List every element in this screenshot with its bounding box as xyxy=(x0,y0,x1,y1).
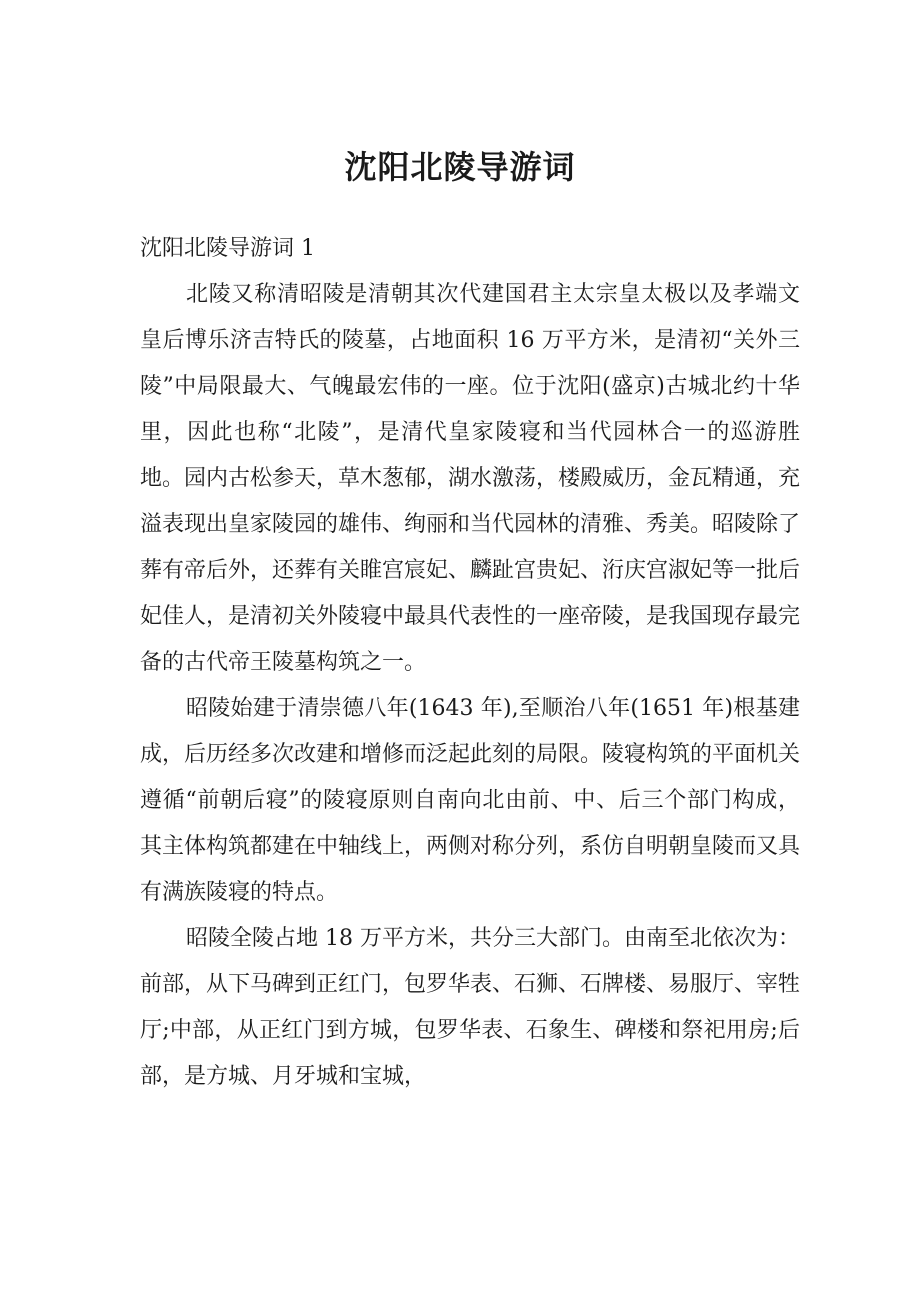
paragraph-1: 北陵又称清昭陵是清朝其次代建国君主太宗皇太极以及孝端文皇后博乐济吉特氏的陵墓，占地面积 16 万平方米，是清初“关外三陵”中局限最大、气魄最宏伟的一座。位于沈阳(盛京)古城北约十华里，因此也称“北陵”，是清代皇家陵寝和当代园林合一的巡游胜地。园内古松参天，草木葱郁，湖水激荡，楼殿威历，金瓦精通，充溢表现出皇家陵园的雄伟、绚丽和当代园林的清雅、秀美。昭陵除了葬有帝后外，还葬有关睢宫宸妃、麟趾宫贵妃、洐庆宫淑妃等一批后妃佳人，是清初关外陵寝中最具代表性的一座帝陵，是我国现存最完备的古代帝王陵墓构筑之一。 xyxy=(140,282,801,675)
article-body xyxy=(140,272,800,1100)
section-heading: 沈阳北陵导游词 1 xyxy=(140,236,315,261)
paragraph-3: 昭陵全陵占地 18 万平方米，共分三大部门。由南至北依次为：前部，从下马碑到正红门，包罗华表、石狮、石牌楼、易服厅、宰牲厅;中部，从正红门到方城，包罗华表、石象生、碑楼和祭祀用房;后部，是方城、月牙城和宝城， xyxy=(140,926,801,1089)
page-title: 沈阳北陵导游词 xyxy=(344,148,576,186)
paragraph-2: 昭陵始建于清崇德八年(1643 年),至顺治八年(1651 年)根基建成，后历经多次改建和增修而泛起此刻的局限。陵寝构筑的平面机关遵循“前朝后寝”的陵寝原则自南向北由前、中、后三个部门构成，其主体构筑都建在中轴线上，两侧对称分列，系仿自明朝皇陵而又具有满族陵寝的特点。 xyxy=(140,696,801,905)
